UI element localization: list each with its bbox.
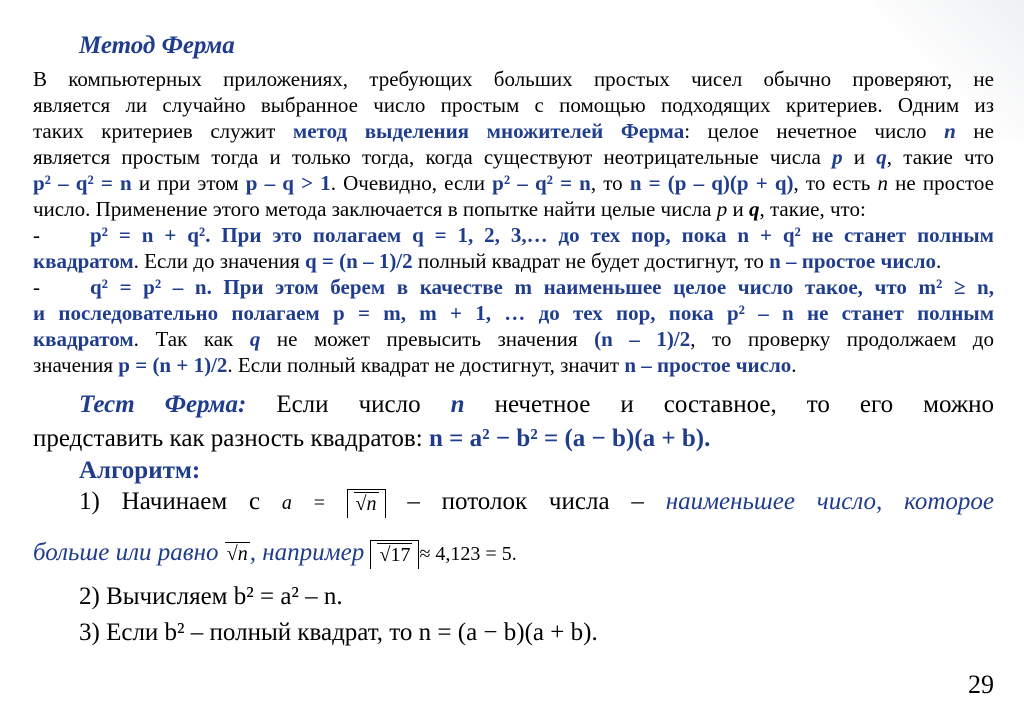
text-span: . Если полный квадрат не достигнут, значит <box>227 353 625 377</box>
text-line <box>33 326 994 352</box>
dash: - <box>33 223 40 247</box>
text-span: квадратом <box>33 249 134 273</box>
text-span: не может превысить значения <box>260 327 595 351</box>
fermat-method-term: метод выделения множителей Ферма <box>292 119 685 143</box>
definition-text: , например <box>249 539 371 566</box>
text-line <box>33 222 994 248</box>
text-span: нечетное и составное, то его можно <box>464 391 995 418</box>
text-line: и последовательно полагаем p = m, m + 1, … до тех пор, пока p² – n не станет полным <box>33 301 994 325</box>
var-n: n <box>877 171 889 195</box>
definition-text: больше или равно <box>33 539 225 566</box>
text-span: . Так как <box>133 327 250 351</box>
prime-conclusion: n – простое число <box>624 353 792 377</box>
var-n: n <box>450 391 465 418</box>
text-span: . <box>936 249 942 273</box>
formula: p² – q² = n <box>492 171 591 195</box>
text-span: Если число <box>246 391 451 418</box>
var-q: q <box>876 145 887 169</box>
text-span: , такие, что: <box>759 197 866 221</box>
text-span: и при этом <box>131 171 246 195</box>
text-span: : целое нечетное число <box>684 119 945 143</box>
formula: a = <box>281 492 347 514</box>
text-line <box>33 144 994 170</box>
text-span: , такие что <box>886 145 994 169</box>
text-span: , то <box>590 171 630 195</box>
case-one: p² = n + q². При это полагаем q = 1, 2, 3,… до тех пор, пока n + q² не станет полным <box>90 223 994 247</box>
page-number: 29 <box>968 670 994 699</box>
text-span: число. Применение этого метода заключается в попытке найти целые числа <box>33 197 717 221</box>
text-span: значения <box>33 353 119 377</box>
step-two: 2) Вычисляем b² = a² – n. <box>79 583 343 610</box>
text-line <box>33 538 994 569</box>
var-q: q <box>249 327 261 351</box>
var-q: q <box>748 197 760 221</box>
text-span: таких критериев служит <box>33 119 293 143</box>
text-line <box>33 390 994 420</box>
case-two: q² = p² – n. При этом берем в качестве m наименьшее целое число такое, что m² ≥ n, <box>90 275 994 299</box>
text-span: – потолок числа – <box>385 488 666 515</box>
formula: q = (n – 1)/2 <box>305 249 413 273</box>
text-line <box>33 170 994 196</box>
text-line: является ли случайно выбранное число простым с помощью подходящих критериев. Одним из <box>33 93 994 117</box>
text-span: 1) Начинаем с <box>79 488 282 515</box>
fermat-test-title: Тест Ферма: <box>79 391 247 418</box>
text-span: представить как разность квадратов: <box>33 425 429 452</box>
text-span: , то проверку продолжаем до <box>690 327 994 351</box>
formula: p² – q² = n <box>33 171 132 195</box>
text-line <box>33 487 994 518</box>
prime-conclusion: n – простое число <box>769 249 937 273</box>
example-value: ≈ 4,123 = 5. <box>419 543 517 565</box>
var-p: p <box>832 145 843 169</box>
text-line <box>33 118 994 144</box>
ceiling-bracket <box>347 489 386 518</box>
formula: (n – 1)/2 <box>594 327 691 351</box>
var-n: n <box>944 119 956 143</box>
sqrt-17: √17 <box>379 543 411 566</box>
dash: - <box>33 275 40 299</box>
sqrt-n: √n <box>355 492 377 515</box>
text-span: квадратом <box>33 327 134 351</box>
text-span: не <box>955 119 994 143</box>
algorithm-heading: Алгоритм: <box>79 457 201 484</box>
text-line <box>33 352 994 378</box>
text-span: не простое <box>888 171 994 195</box>
sqrt-n: √n <box>226 543 248 565</box>
formula: p = (n + 1)/2 <box>118 353 228 377</box>
var-p: p <box>716 197 728 221</box>
text-span: . Очевидно, если <box>330 171 493 195</box>
text-span: и <box>727 197 749 221</box>
text-line <box>33 248 994 274</box>
formula: n = (p – q)(p + q) <box>629 171 794 195</box>
step-three: 3) Если b² – полный квадрат, то n = (a − b)(a + b). <box>79 619 598 646</box>
text-span: и <box>842 145 877 169</box>
text-line <box>33 274 994 300</box>
text-line <box>33 424 994 454</box>
text-line <box>33 196 994 222</box>
text-span: . Если до значения <box>133 249 305 273</box>
difference-of-squares-formula: n = a² − b² = (a − b)(a + b). <box>428 425 711 452</box>
text-line: В компьютерных приложениях, требующих больших простых чисел обычно проверяют, не <box>33 67 994 91</box>
text-span: является простым тогда и только тогда, когда существуют неотрицательные числа <box>33 145 833 169</box>
text-span: . <box>791 353 797 377</box>
formula: p – q > 1 <box>245 171 331 195</box>
text-span: полный квадрат не будет достигнут, то <box>412 249 770 273</box>
definition-text: наименьшее число, которое <box>665 488 994 515</box>
heading: Метод Ферма <box>79 32 235 59</box>
text-span: , то есть <box>793 171 878 195</box>
ceiling-bracket <box>370 540 419 569</box>
